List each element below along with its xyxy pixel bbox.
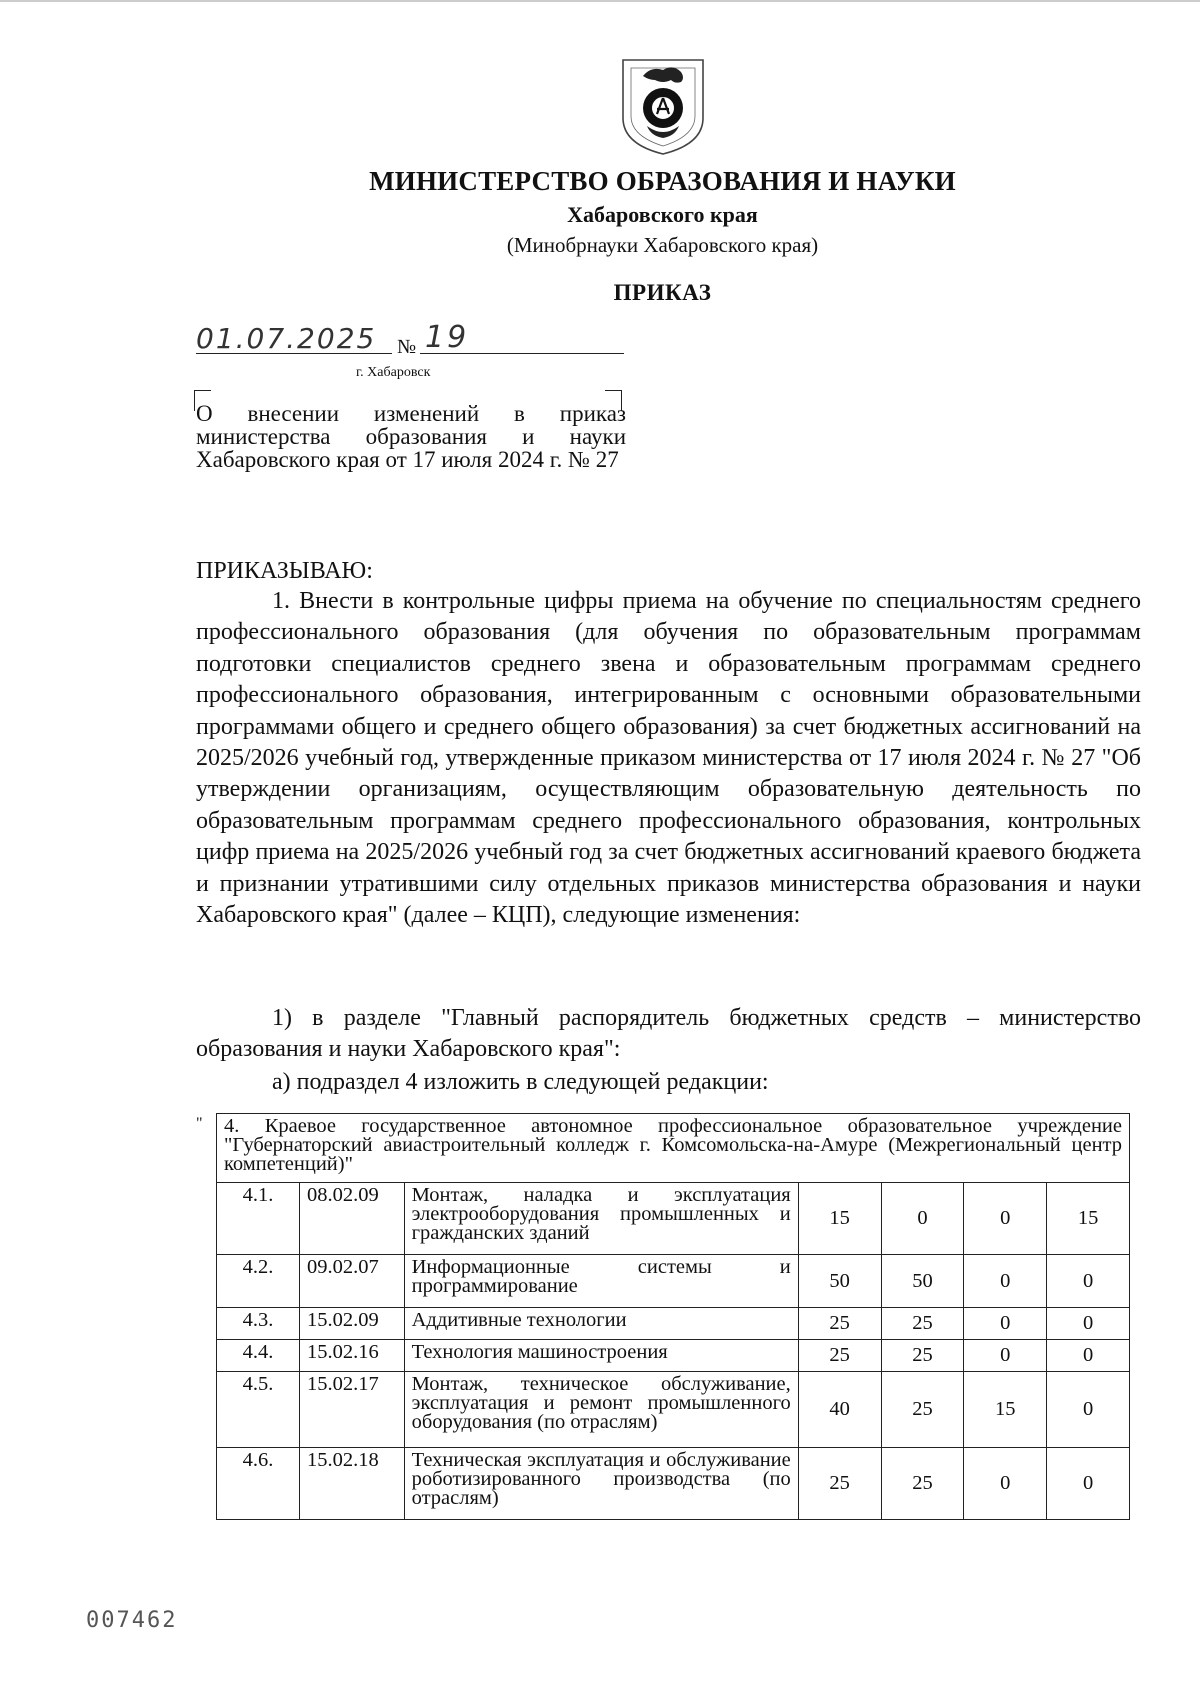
- row-number: 4.6.: [217, 1448, 300, 1520]
- document-type: ПРИКАЗ: [613, 280, 712, 305]
- value-col-2: 25: [881, 1340, 964, 1372]
- row-number: 4.3.: [217, 1308, 300, 1340]
- specialty-code: 15.02.16: [300, 1340, 405, 1372]
- ministry-short-name: (Минобрнауки Хабаровского края): [506, 233, 819, 257]
- table-row: [217, 1448, 1130, 1520]
- paragraph-2: 1) в разделе "Главный распорядитель бюджетных средств – министерство образования и науки Хабаровского края":: [196, 1005, 1141, 1063]
- specialty-code: 08.02.09: [300, 1183, 405, 1255]
- value-col-4: 0: [1047, 1340, 1130, 1372]
- value-col-3: 0: [964, 1308, 1047, 1340]
- value-col-4: 0: [1047, 1255, 1130, 1308]
- scan-edge: [0, 0, 1200, 2]
- coat-of-arms-icon: [617, 56, 709, 156]
- paragraph-3: а) подраздел 4 изложить в следующей редакции:: [272, 1069, 769, 1095]
- specialty-code: 15.02.17: [300, 1372, 405, 1448]
- value-col-2: 25: [881, 1448, 964, 1520]
- value-col-2: 25: [881, 1372, 964, 1448]
- value-total: 15: [798, 1183, 881, 1255]
- specialty-name: Монтаж, наладка и эксплуатация электрооборудования промышленных и гражданских зданий: [404, 1183, 798, 1255]
- row-number: 4.2.: [217, 1255, 300, 1308]
- row-number: 4.5.: [217, 1372, 300, 1448]
- specialty-code: 15.02.18: [300, 1448, 405, 1520]
- table-row: [217, 1255, 1130, 1308]
- value-col-4: 0: [1047, 1448, 1130, 1520]
- value-col-3: 0: [964, 1340, 1047, 1372]
- value-total: 25: [798, 1448, 881, 1520]
- specialty-name: Техническая эксплуатация и обслуживание роботизированного производства (по отраслям): [404, 1448, 798, 1520]
- document-date: 01.07.2025: [196, 322, 377, 355]
- number-sign: №: [397, 336, 417, 358]
- specialty-name: Технология машиностроения: [404, 1340, 798, 1372]
- value-col-4: 0: [1047, 1308, 1130, 1340]
- value-col-3: 0: [964, 1183, 1047, 1255]
- specialty-code: 15.02.09: [300, 1308, 405, 1340]
- specialty-name: Информационные системы и программирование: [404, 1255, 798, 1308]
- value-col-4: 15: [1047, 1183, 1130, 1255]
- paragraph-1: 1. Внести в контрольные цифры приема на обучение по специальностям среднего профессионального образования (для обучения по образовательным программам подготовки специалистов среднего звена и образовательным программам среднего профессионального образования, интегрированным с основными образовательными программами общего и среднего общего образования) за счет бюджетных ассигнований на 2025/2026 учебный год, утвержденные приказом министерства от 17 июля 2024 г. № 27 "Об утверждении организациям, осуществляющим образовательную деятельность по образовательным программам среднего профессионального образования, контрольных цифр приема на 2025/2026 учебный год за счет бюджетных ассигнований краевого бюджета и признании утратившими силу отдельных приказов министерства образования и науки Хабаровского края" (далее – КЦП), следующие изменения:: [196, 588, 1141, 929]
- value-col-3: 0: [964, 1448, 1047, 1520]
- region-name: Хабаровского края: [567, 202, 758, 227]
- value-col-4: 0: [1047, 1372, 1130, 1448]
- value-col-2: 0: [881, 1183, 964, 1255]
- table-row: [217, 1308, 1130, 1340]
- document-subject: О внесении изменений в приказ министерства образования и науки Хабаровского края от 17 июля 2024 г. № 27: [196, 401, 626, 472]
- ministry-name: МИНИСТЕРСТВО ОБРАЗОВАНИЯ И НАУКИ: [369, 166, 956, 196]
- date-underline: [196, 353, 392, 354]
- specialty-code: 09.02.07: [300, 1255, 405, 1308]
- table-row: [217, 1372, 1130, 1448]
- order-heading: ПРИКАЗЫВАЮ:: [196, 558, 373, 584]
- value-col-2: 50: [881, 1255, 964, 1308]
- row-number: 4.1.: [217, 1183, 300, 1255]
- specialty-name: Аддитивные технологии: [404, 1308, 798, 1340]
- value-total: 40: [798, 1372, 881, 1448]
- table-row: [217, 1183, 1130, 1255]
- institution-name: 4. Краевое государственное автономное профессиональное образовательное учреждение "Губернаторский авиастроительный колледж г. Комсомольска-на-Амуре (Межрегиональный центр компетенций)": [217, 1114, 1130, 1183]
- number-underline: [420, 353, 624, 354]
- value-total: 25: [798, 1308, 881, 1340]
- value-col-2: 25: [881, 1308, 964, 1340]
- value-total: 50: [798, 1255, 881, 1308]
- table-row: [217, 1340, 1130, 1372]
- document-number: 19: [425, 320, 470, 355]
- table-open-quote: ": [196, 1115, 203, 1132]
- city-label: г. Хабаровск: [356, 365, 431, 380]
- value-total: 25: [798, 1340, 881, 1372]
- table-header-row: [217, 1114, 1130, 1183]
- admission-figures-table: [216, 1113, 1130, 1520]
- specialty-name: Монтаж, техническое обслуживание, эксплуатация и ремонт промышленного оборудования (по отраслям): [404, 1372, 798, 1448]
- value-col-3: 15: [964, 1372, 1047, 1448]
- row-number: 4.4.: [217, 1340, 300, 1372]
- document-stamp-number: 007462: [86, 1608, 178, 1633]
- value-col-3: 0: [964, 1255, 1047, 1308]
